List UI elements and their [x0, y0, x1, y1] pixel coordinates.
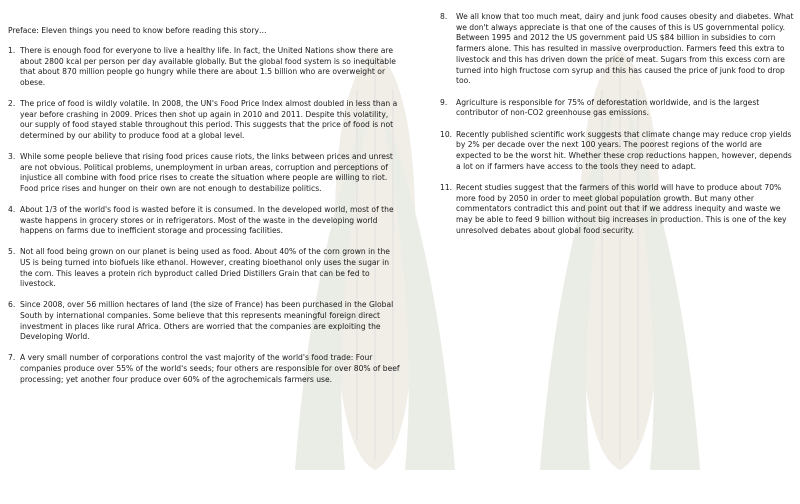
list-item-number: 6.: [8, 300, 16, 310]
list-item: [8, 46, 400, 89]
list-item: [440, 12, 795, 87]
list-item-text: Not all food being grown on our planet is being used as food. About 40% of the corn grown in the US is being turned into biofuels like ethanol. However, creating bioethanol only uses the sugar in the corn. This leaves a protein rich byproduct called Dried Distillers Grain that can be fed to livestock.: [20, 247, 390, 289]
list-item-number: 8.: [440, 12, 448, 21]
list-item: [440, 130, 795, 173]
list-item-text: About 1/3 of the world's food is wasted before it is consumed. In the developed world, most of the waste happens in grocery stores or in refrigerators. Most of the waste in the developing world happens on farms due to inefficient storage and processing facilities.: [20, 205, 394, 236]
list-item-number: 4.: [8, 205, 16, 214]
list-item-text: Recently published scientific work suggests that climate change may reduce crop yields by 2% per decade over the next 100 years. The poorest regions of the world are expected to be the worst hit. Whether these crop reductions happen, however, depends a lot on if farmers have access to the tools they need to adapt.: [456, 129, 792, 171]
list-item: [8, 99, 400, 142]
list-item-number: 10.: [440, 129, 453, 139]
list-item-number: 1.: [8, 46, 16, 55]
preface-heading: Preface: Eleven things you need to know before reading this story…: [8, 26, 267, 35]
list-item: [8, 247, 400, 290]
list-item-text: A very small number of corporations control the vast majority of the world's food trade: Four companies produce over 55% of the world's seeds; four others are responsible for over 80% of beef processing; yet another four produce over 60% of the agrochemicals farmers use.: [20, 353, 400, 384]
list-item-text: Since 2008, over 56 million hectares of land (the size of France) has been purchased in the Global South by international companies. Some believe that this represents meaningful foreign direct investment in places like rural Africa. Others are worried that the companies are exploiting the Developing World.: [20, 300, 394, 342]
list-item-number: 7.: [8, 353, 16, 363]
list-item-text: The price of food is wildly volatile. In 2008, the UN's Food Price Index almost doubled in less than a year before crashing in 2009. Prices then shot up again in 2010 and 2011. Despite this volatility, our supply of food stayed stable throughout this period. This suggests that the price of food is not determined by our ability to produce food at a global level.: [20, 99, 398, 141]
list-item-number: 11.: [440, 182, 453, 192]
list-item-text: Recent studies suggest that the farmers of this world will have to produce about 70% more food by 2050 in order to meet global population growth. But many other commentators contradict this and point out that if we address inequity and waste we may be able to feed 9 billion without big increases in production. This is one of the key unresolved debates about global food security.: [456, 182, 787, 235]
right-column: [440, 12, 795, 247]
list-item-text: While some people believe that rising food prices cause riots, the links between prices and unrest are not obvious. Political problems, unemployment in urban areas, corruption and perceptions of injustice all combine with food price rises to create the situation where people are willing to riot. Food price rises and hunger on their own are not enough to destabilize politics.: [20, 152, 393, 194]
list-item-text: There is enough food for everyone to live a healthy life. In fact, the United Nations show there are about 2800 kcal per person per day available globally. But the global food system is so inequitable that about 870 million people go hungry while there are about 1.5 billion who are overweight or obese.: [20, 46, 396, 88]
left-column: [8, 26, 400, 396]
list-item-text: We all know that too much meat, dairy and junk food causes obesity and diabetes. What we don't always appreciate is that one of the causes of this is US governmental policy. Between 1995 and 2012 the US government paid US $84 billion in subsidies to corn farmers alone. This has resulted in massive overproduction. Farmers feed this extra to livestock and this has driven down the price of meat. Sugars from this excess corn are turned into high fructose corn syrup and this has caused the price of junk food to drop too.: [456, 12, 794, 86]
list-item: [8, 205, 400, 237]
list-item: [440, 183, 795, 237]
list-item: [8, 300, 400, 343]
list-item: [8, 152, 400, 195]
list-item-number: 2.: [8, 99, 16, 108]
list-item: [8, 353, 400, 385]
list-item-number: 9.: [440, 97, 448, 107]
list-item-number: 5.: [8, 247, 16, 257]
list-item-text: Agriculture is responsible for 75% of deforestation worldwide, and is the largest contributor of non-CO2 greenhouse gas emissions.: [456, 97, 760, 118]
list-item-number: 3.: [8, 152, 16, 161]
list-item: [440, 98, 795, 119]
